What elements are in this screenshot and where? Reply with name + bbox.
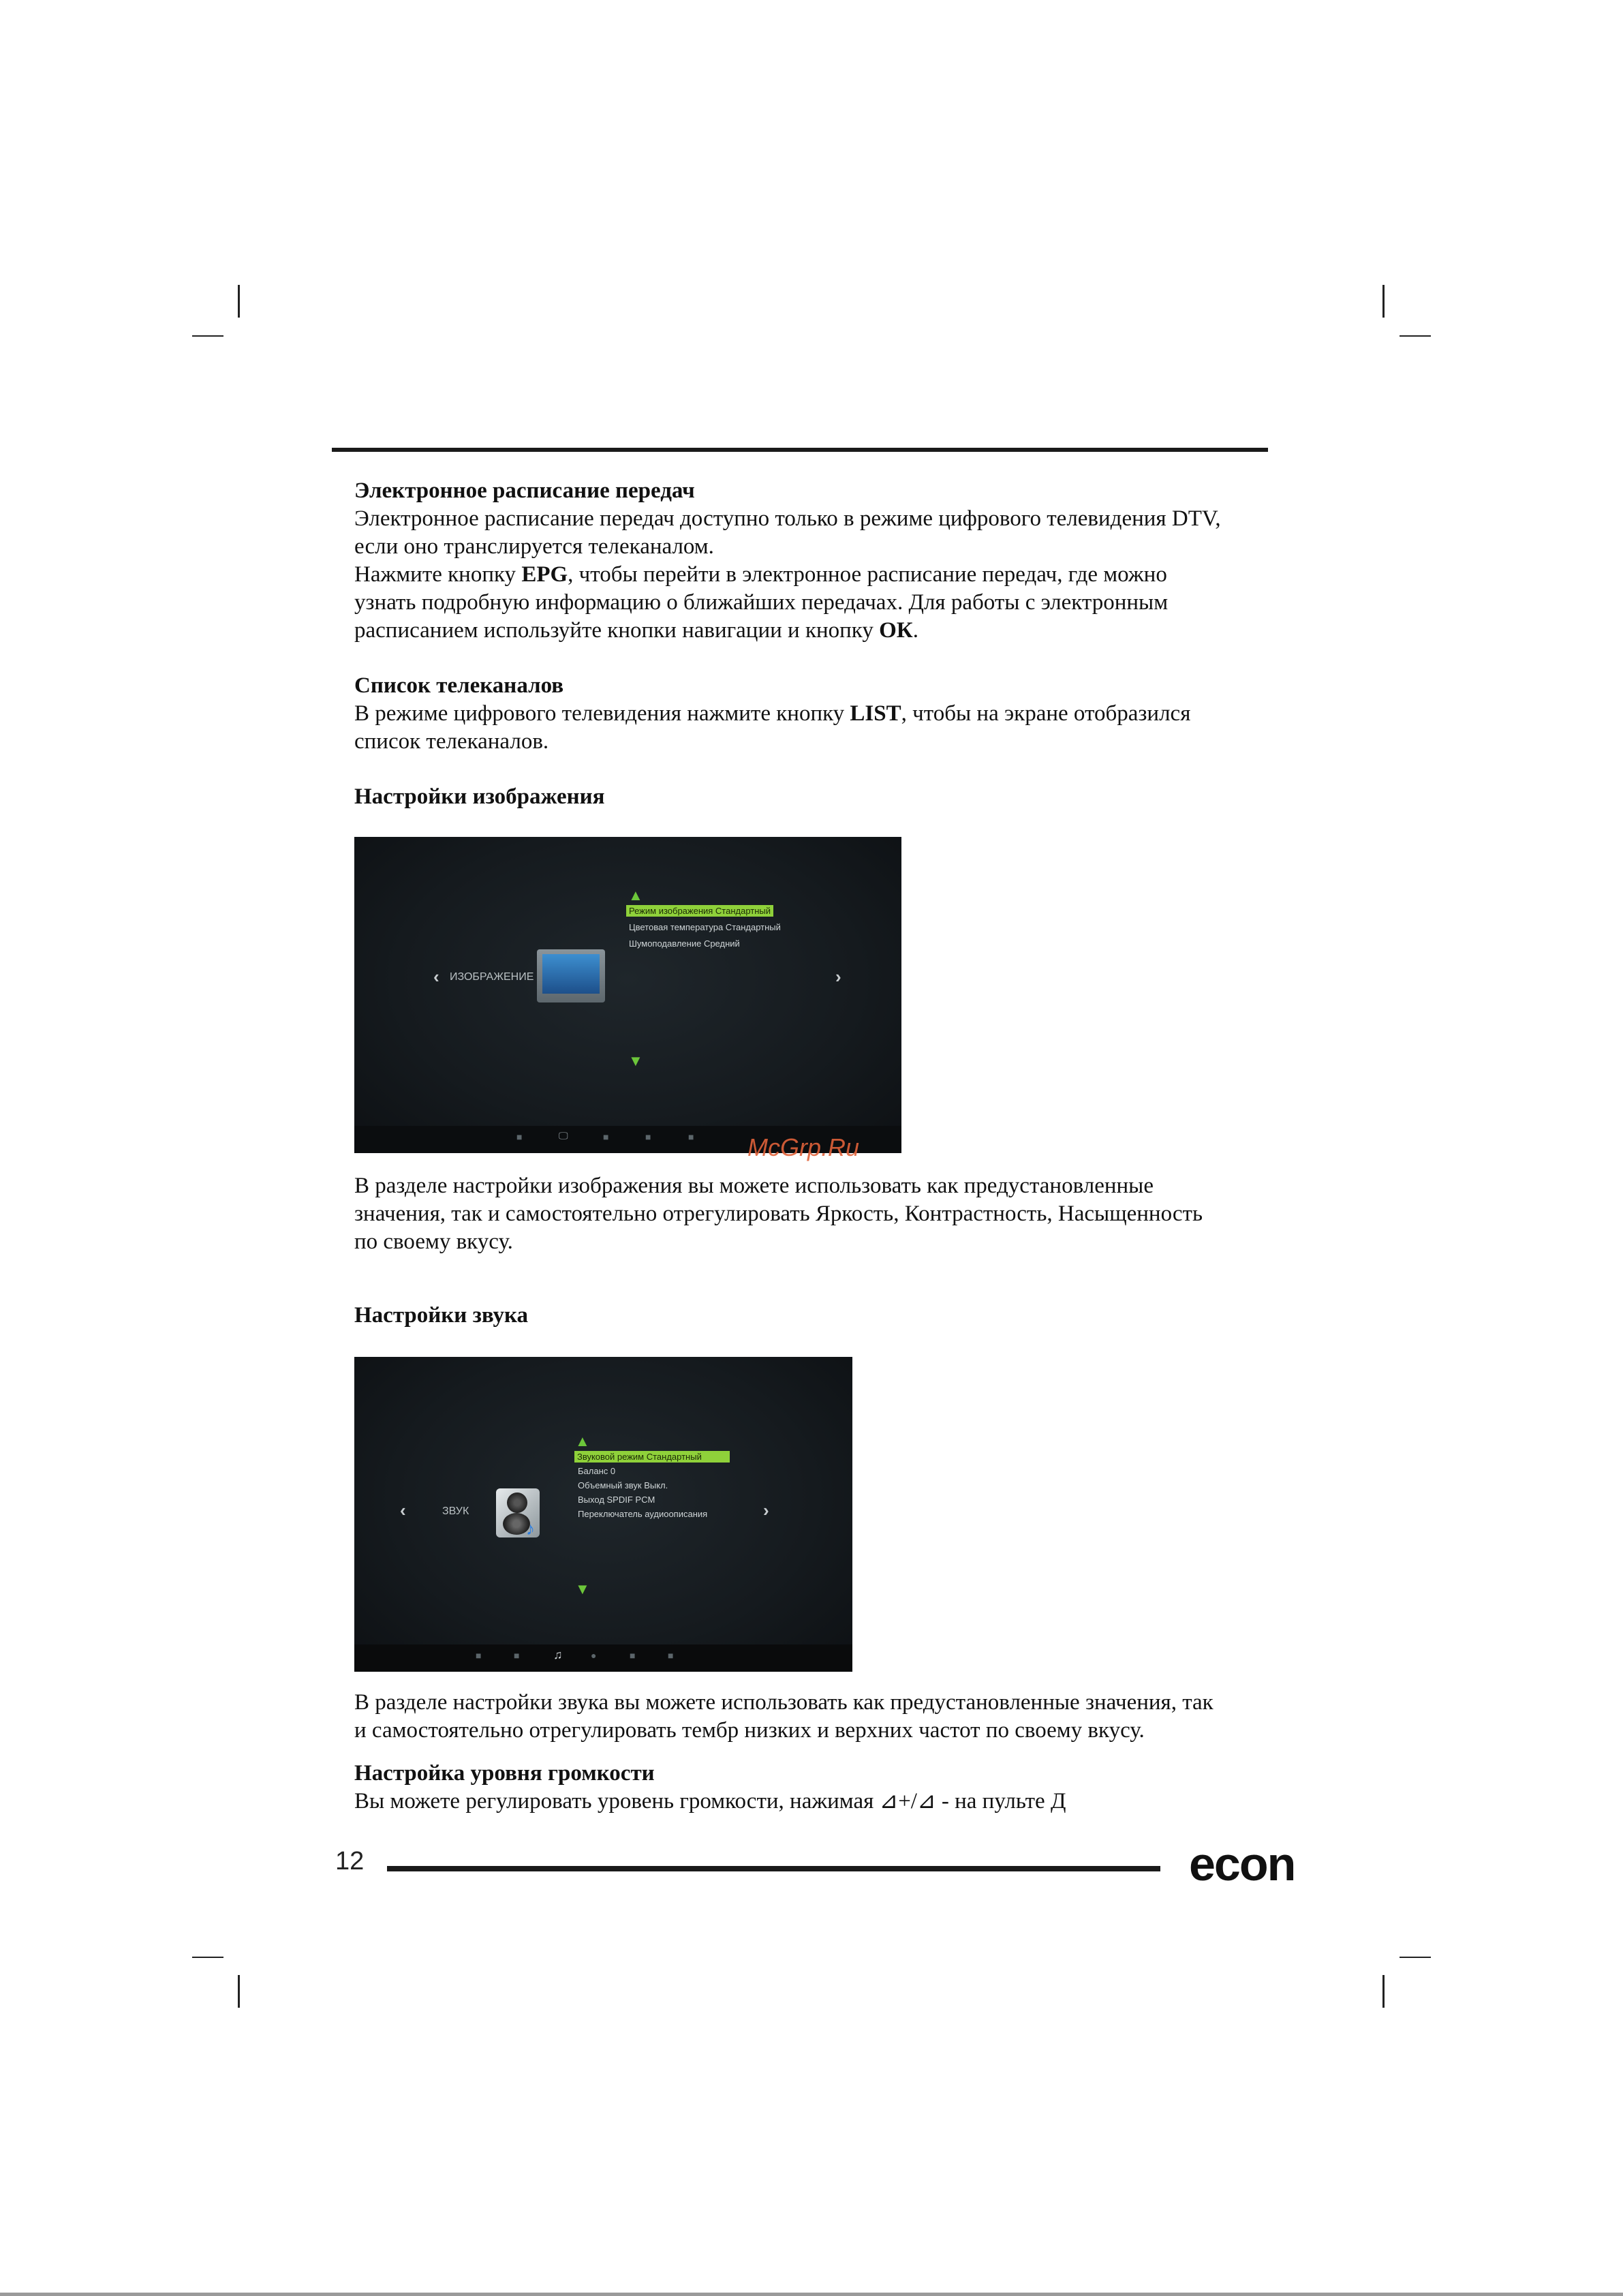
menu-icon: ■ (688, 1131, 694, 1142)
music-note-icon: ♫ (553, 1648, 563, 1662)
sound-description-line: В разделе настройки звука вы можете использовать как предустановленные значения, так (354, 1690, 1214, 1715)
picture-description-line: значения, так и самостоятельно отрегулировать Яркость, Контрастность, Насыщенность (354, 1201, 1203, 1226)
header-rule (332, 448, 1268, 452)
crop-mark (192, 335, 223, 337)
picture-settings-screenshot (354, 837, 901, 1153)
crop-mark (238, 1975, 240, 2008)
chevron-left-icon: ‹ (400, 1500, 406, 1520)
list-line: список телеканалов. (354, 729, 549, 754)
sound-description-line: и самостоятельно отрегулировать тембр низких и верхних частот по своему вкусу. (354, 1718, 1145, 1743)
down-arrow-icon: ▼ (575, 1580, 590, 1597)
menu-icon: ■ (645, 1131, 651, 1142)
chevron-left-icon: ‹ (433, 966, 439, 987)
page-number: 12 (335, 1847, 365, 1876)
crop-mark (1400, 335, 1431, 337)
picture-description (354, 1172, 1295, 1256)
crop-mark (238, 285, 240, 318)
picture-description-line: по своему вкусу. (354, 1229, 513, 1254)
menu-icon: ● (591, 1650, 597, 1661)
picture-menu-item: Цветовая температура Стандартный (629, 922, 781, 932)
page-content (354, 477, 1295, 811)
scan-edge (0, 2293, 1623, 2296)
crop-mark (1400, 1957, 1431, 1958)
up-arrow-icon: ▲ (628, 887, 643, 904)
sound-menu-item: Переключатель аудиоописания (578, 1509, 708, 1519)
ok-key: ОК (879, 618, 913, 643)
crop-mark (192, 1957, 223, 1958)
sound-menu-item: Выход SPDIF PCM (578, 1495, 655, 1505)
crop-mark (1382, 1975, 1385, 2008)
speaker-icon: ♪ (496, 1488, 540, 1537)
picture-icon: 🖵 (559, 1130, 568, 1141)
tv-icon (537, 949, 605, 1002)
epg-key: EPG (521, 562, 568, 587)
sound-description (354, 1689, 1295, 1816)
picture-screen-label: ИЗОБРАЖЕНИЕ (450, 971, 534, 983)
menu-icon: ■ (516, 1131, 523, 1142)
picture-menu-item: Режим изображения Стандартный (626, 905, 773, 917)
list-title: Список телеканалов (354, 673, 564, 698)
sound-menu-item: Баланс 0 (578, 1466, 616, 1476)
crop-mark (1382, 285, 1385, 318)
epg-line: если оно транслируется телеканалом. (354, 534, 714, 559)
epg-line: Нажмите кнопку EPG, чтобы перейти в электронное расписание передач, где можно (354, 562, 1167, 587)
epg-line: Электронное расписание передач доступно только в режиме цифрового телевидения DTV, (354, 506, 1221, 531)
sound-title: Настройки звука (354, 1303, 529, 1328)
sound-heading (354, 1302, 1295, 1330)
picture-title: Настройки изображения (354, 784, 605, 809)
list-key: LIST (850, 701, 901, 726)
epg-line: расписанием используйте кнопки навигации и кнопку ОК. (354, 618, 918, 643)
footer-rule (387, 1866, 1160, 1871)
picture-menu-item: Шумоподавление Средний (629, 938, 740, 949)
picture-description-line: В разделе настройки изображения вы можете использовать как предустановленные (354, 1174, 1154, 1198)
down-arrow-icon: ▼ (628, 1052, 643, 1069)
menu-icon: ■ (476, 1650, 482, 1661)
econ-logo: econ (1189, 1837, 1295, 1891)
menu-icon: ■ (630, 1650, 636, 1661)
sound-menu-item: Звуковой режим Стандартный (574, 1451, 730, 1463)
chevron-right-icon: › (835, 966, 841, 987)
sound-screen-label: ЗВУК (442, 1505, 469, 1517)
epg-title: Электронное расписание передач (354, 478, 695, 503)
watermark: McGrp.Ru (747, 1133, 860, 1161)
sound-settings-screenshot (354, 1357, 852, 1672)
screen-bottom-bar (354, 1644, 852, 1672)
epg-line: узнать подробную информацию о ближайших передачах. Для работы с электронным (354, 590, 1169, 615)
menu-icon: ■ (603, 1131, 609, 1142)
volume-line: Вы можете регулировать уровень громкости, нажимая ⊿+/⊿ - на пульте Д (354, 1789, 1066, 1813)
volume-title: Настройка уровня громкости (354, 1761, 655, 1786)
menu-icon: ■ (514, 1650, 520, 1661)
list-line: В режиме цифрового телевидения нажмите кнопку LIST, чтобы на экране отобразился (354, 701, 1191, 726)
sound-menu-item: Объемный звук Выкл. (578, 1480, 668, 1490)
chevron-right-icon: › (763, 1500, 769, 1520)
up-arrow-icon: ▲ (575, 1433, 590, 1450)
menu-icon: ■ (668, 1650, 674, 1661)
